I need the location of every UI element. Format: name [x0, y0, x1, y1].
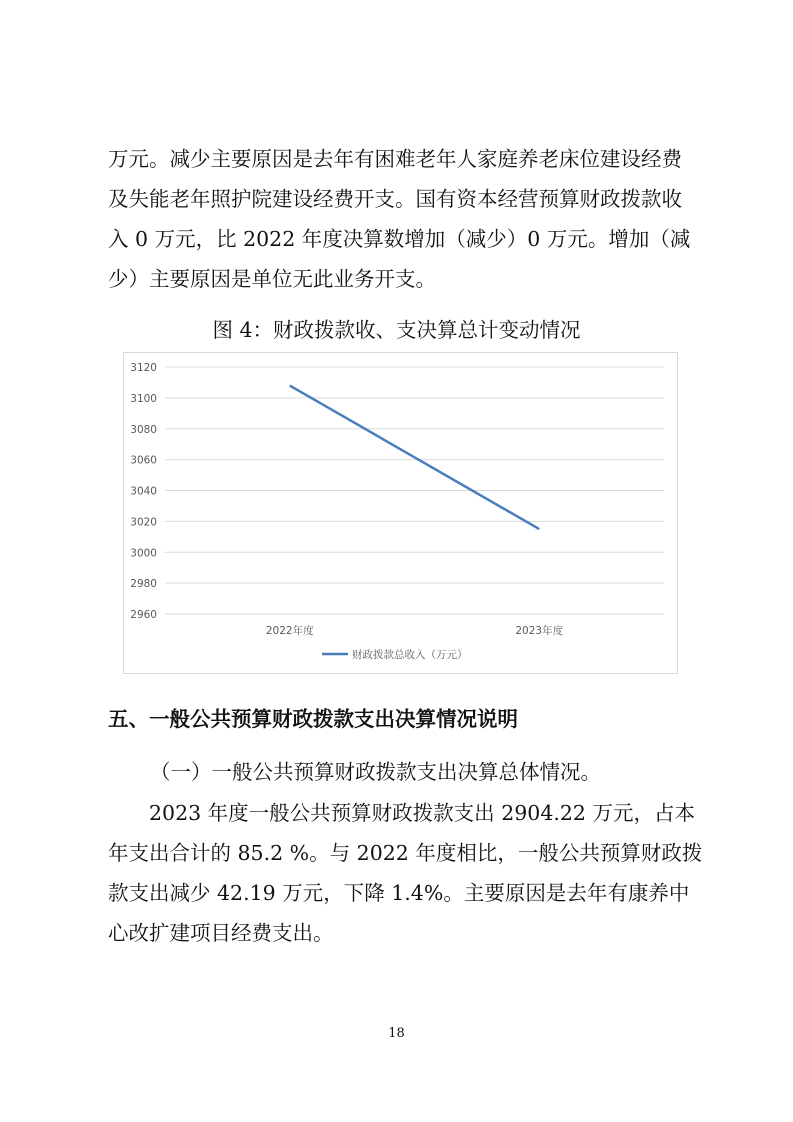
- page-number: 18: [388, 1026, 405, 1041]
- chart-canvas: [124, 353, 679, 675]
- y-tick-label: 3020: [130, 516, 157, 529]
- legend-label: 财政拨款总收入（万元）: [352, 649, 468, 661]
- paragraph-line: 少）主要原因是单位无此业务开支。: [108, 267, 436, 291]
- line-chart: [123, 352, 678, 674]
- x-tick-label: 2023年度: [515, 625, 564, 637]
- x-tick-label: 2022年度: [265, 625, 314, 637]
- paragraph-line: 入 0 万元，比 2022 年度决算数增加（减少）0 万元。增加（减: [108, 227, 691, 251]
- paragraph-line: 心改扩建项目经费支出。: [108, 921, 334, 945]
- y-tick-label: 3040: [130, 485, 157, 498]
- y-tick-label: 2960: [130, 609, 157, 621]
- figure-caption: 图 4：财政拨款收、支决算总计变动情况: [212, 318, 581, 342]
- y-tick-label: 3000: [130, 547, 157, 560]
- paragraph-line: 年支出合计的 85.2 %。与 2022 年度相比，一般公共预算财政拨: [108, 841, 703, 865]
- paragraph-line: 款支出减少 42.19 万元，下降 1.4%。主要原因是去年有康养中: [108, 881, 690, 905]
- series-line: [290, 386, 540, 530]
- y-tick-label: 2980: [130, 578, 157, 591]
- section-heading: 五、一般公共预算财政拨款支出决算情况说明: [108, 707, 518, 731]
- y-tick-label: 3120: [130, 362, 157, 374]
- sub-heading: （一）一般公共预算财政拨款支出决算总体情况。: [150, 760, 601, 784]
- paragraph-line: 2023 年度一般公共预算财政拨款支出 2904.22 万元，占本: [108, 801, 695, 825]
- paragraph-line: 万元。减少主要原因是去年有困难老年人家庭养老床位建设经费: [108, 147, 682, 171]
- paragraph-1: [108, 139, 693, 299]
- y-tick-label: 3100: [130, 392, 157, 405]
- paragraph-line: 及失能老年照护院建设经费开支。国有资本经营预算财政拨款收: [108, 187, 682, 211]
- paragraph-2: [108, 793, 703, 953]
- y-tick-label: 3080: [130, 423, 157, 436]
- y-tick-label: 3060: [130, 454, 157, 467]
